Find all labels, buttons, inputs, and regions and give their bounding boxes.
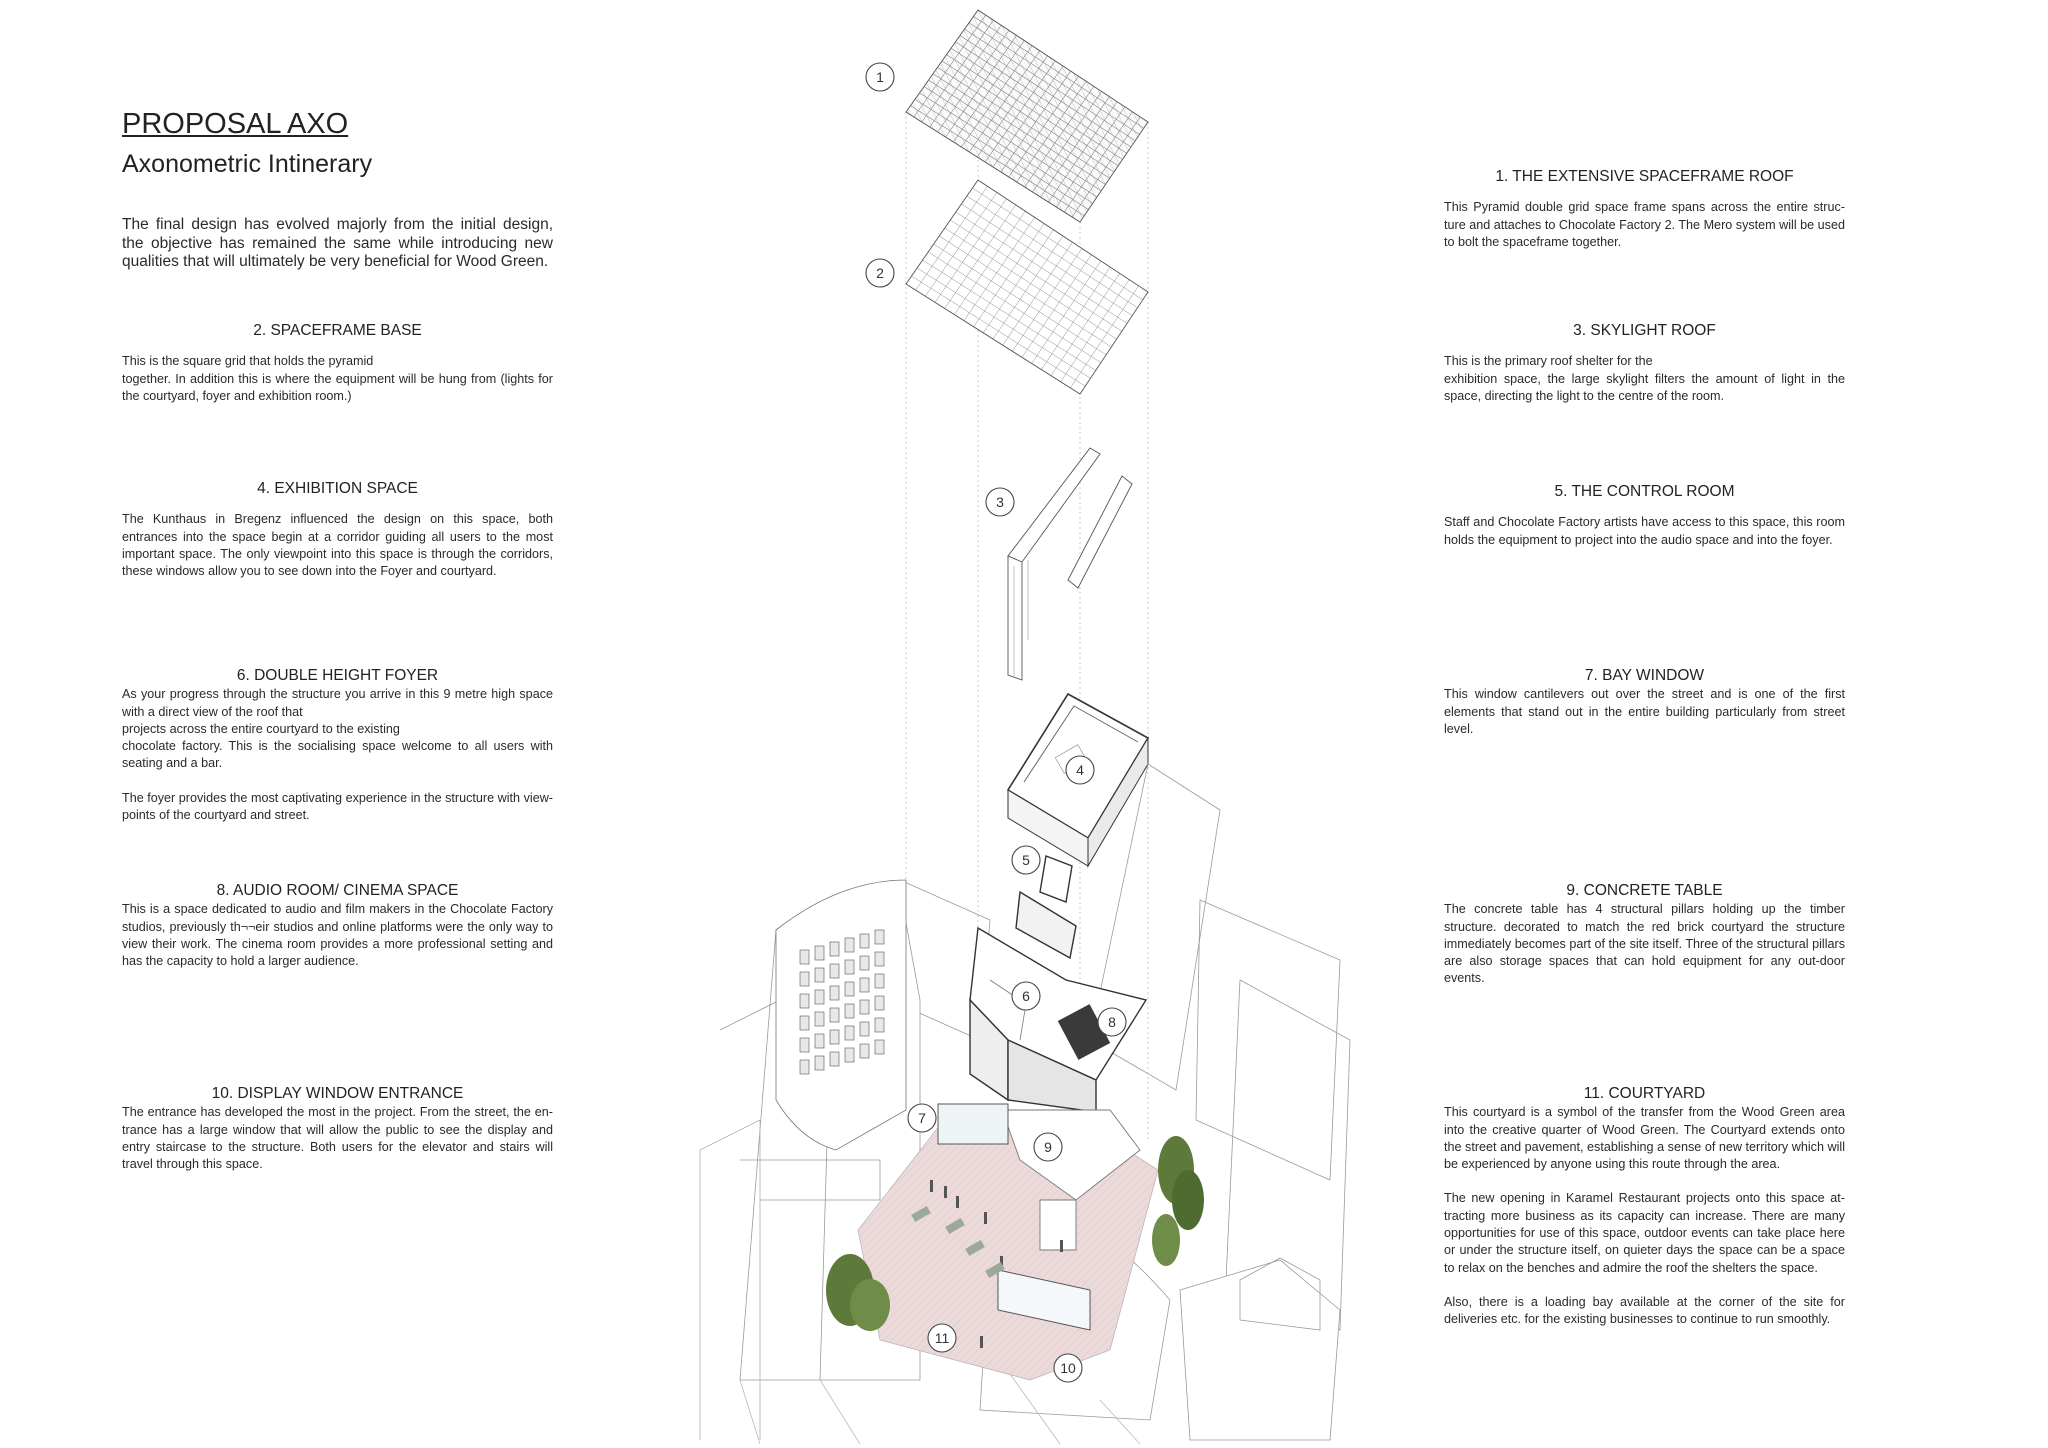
- section-title: 6. DOUBLE HEIGHT FOYER: [236, 667, 439, 684]
- marker-9: [1034, 1133, 1062, 1161]
- marker-2: [866, 259, 894, 287]
- main-structure: [970, 856, 1146, 1112]
- marker-5: [1012, 846, 1040, 874]
- svg-text:7: 7: [918, 1110, 926, 1126]
- section-title: 1. THE EXTENSIVE SPACEFRAME ROOF: [1495, 168, 1794, 185]
- svg-text:10: 10: [1060, 1360, 1076, 1376]
- left-building: [776, 880, 906, 1150]
- section-title: 3. SKYLIGHT ROOF: [1573, 322, 1716, 339]
- section-body-3: Also, there is a loading bay available at the corner of the site for deliveries etc. for the existing businesses to continue to run smoothly.: [1444, 1294, 1845, 1327]
- section-body: This Pyramid double grid space frame spans across the entire struc-ture and attaches to Chocolate Factory 2. The Mero system will be used to bolt the spaceframe together.: [1444, 200, 1845, 249]
- section-body: The Kunthaus in Bregenz influenced the design on this space, both entrances into the space begin at a corridor guiding all users to the most important space. The only viewpoint into this space is through the corridors, these windows allow you to see down into the Foyer and courtyard.: [122, 512, 553, 579]
- section-title: 2. SPACEFRAME BASE: [253, 322, 422, 339]
- section-title: 7. BAY WINDOW: [1584, 667, 1705, 684]
- section-body: The entrance has developed the most in the project. From the street, the en-trance has a large window that will allow the public to see the display and entry staircase to the structure. Both users for the elevator and stairs will travel through this space.: [122, 1105, 553, 1172]
- section-body: Staff and Chocolate Factory artists have access to this space, this room holds the equipment to project into the audio space and into the foyer.: [1444, 515, 1845, 547]
- svg-text:6: 6: [1022, 988, 1030, 1004]
- marker-11: [928, 1324, 956, 1352]
- section-body: This window cantilevers out over the street and is one of the first elements that stand out in the entire building particularly from street level.: [1444, 687, 1845, 736]
- section-title: 8. AUDIO ROOM/ CINEMA SPACE: [216, 882, 459, 899]
- svg-text:9: 9: [1044, 1139, 1052, 1155]
- svg-text:4: 4: [1076, 762, 1084, 778]
- section-title: 5. THE CONTROL ROOM: [1554, 483, 1735, 500]
- marker-10: [1054, 1354, 1082, 1382]
- svg-text:5: 5: [1022, 852, 1030, 868]
- section-body: This is the primary roof shelter for the exhibition space, the large skylight filters the amount of light in the space, directing the light to the centre of the room.: [1444, 354, 1845, 403]
- section-body: The concrete table has 4 structural pillars holding up the timber structure. decorated to match the red brick courtyard the structure immediately becomes part of the site itself. Three of the structural pillars are also storage spaces that can hold equipment for any out-door events.: [1444, 902, 1845, 986]
- section-body: This is the square grid that holds the pyramid together. In addition this is where the equipment will be hung from (lights for the courtyard, foyer and exhibition room.): [122, 354, 553, 403]
- section-body: As your progress through the structure you arrive in this 9 metre high space with a direct view of the roof that projects across the entire courtyard to the existing chocolate factory. This is the socialising space welcome to all users with seating and a bar.: [122, 687, 553, 771]
- section-title: 10. DISPLAY WINDOW ENTRANCE: [211, 1085, 464, 1102]
- svg-text:2: 2: [876, 265, 884, 281]
- svg-text:3: 3: [996, 494, 1004, 510]
- section-title: 11. COURTYARD: [1583, 1085, 1706, 1102]
- section-body: This is a space dedicated to audio and film makers in the Chocolate Factory studios, previously th¬¬eir studios and online platforms were the only way to view their work. The cinema room provides a more professional setting and has the capacity to hold a larger audience.: [122, 902, 553, 969]
- marker-8: [1098, 1008, 1126, 1036]
- marker-1: [866, 63, 894, 91]
- section-body-2: The foyer provides the most captivating experience in the structure with view-points of the courtyard and street.: [122, 790, 553, 823]
- marker-7: [908, 1104, 936, 1132]
- section-body: This courtyard is a symbol of the transfer from the Wood Green area into the creative quarter of Wood Green. The Courtyard extends onto the street and pavement, establishing a sense of new territory which will be experienced by anyone using this route through the area.: [1444, 1105, 1845, 1172]
- intro-paragraph: The final design has evolved majorly from the initial design, the objective has remained the same while introducing new qualities that will ultimately be very beneficial for Wood Green.: [122, 216, 553, 270]
- section-title: 9. CONCRETE TABLE: [1566, 882, 1723, 899]
- svg-text:8: 8: [1108, 1014, 1116, 1030]
- svg-text:11: 11: [934, 1330, 950, 1346]
- marker-3: [986, 488, 1014, 516]
- skylight-roof: [1008, 448, 1132, 680]
- section-title: 4. EXHIBITION SPACE: [257, 480, 418, 497]
- marker-6: [1012, 982, 1040, 1010]
- page-subtitle: Axonometric Intinerary: [122, 150, 373, 178]
- page-title: PROPOSAL AXO: [122, 108, 349, 140]
- svg-text:1: 1: [876, 69, 884, 85]
- section-body-2: The new opening in Karamel Restaurant projects onto this space at-tracting more business as its capacity can increase. There are many opportunities for use of this space, outdoor events can take place here or under the structure itself, on quieter days the space can be a space to relax on the benches and admire the roof the shelters the space.: [1444, 1191, 1845, 1275]
- marker-4: [1066, 756, 1094, 784]
